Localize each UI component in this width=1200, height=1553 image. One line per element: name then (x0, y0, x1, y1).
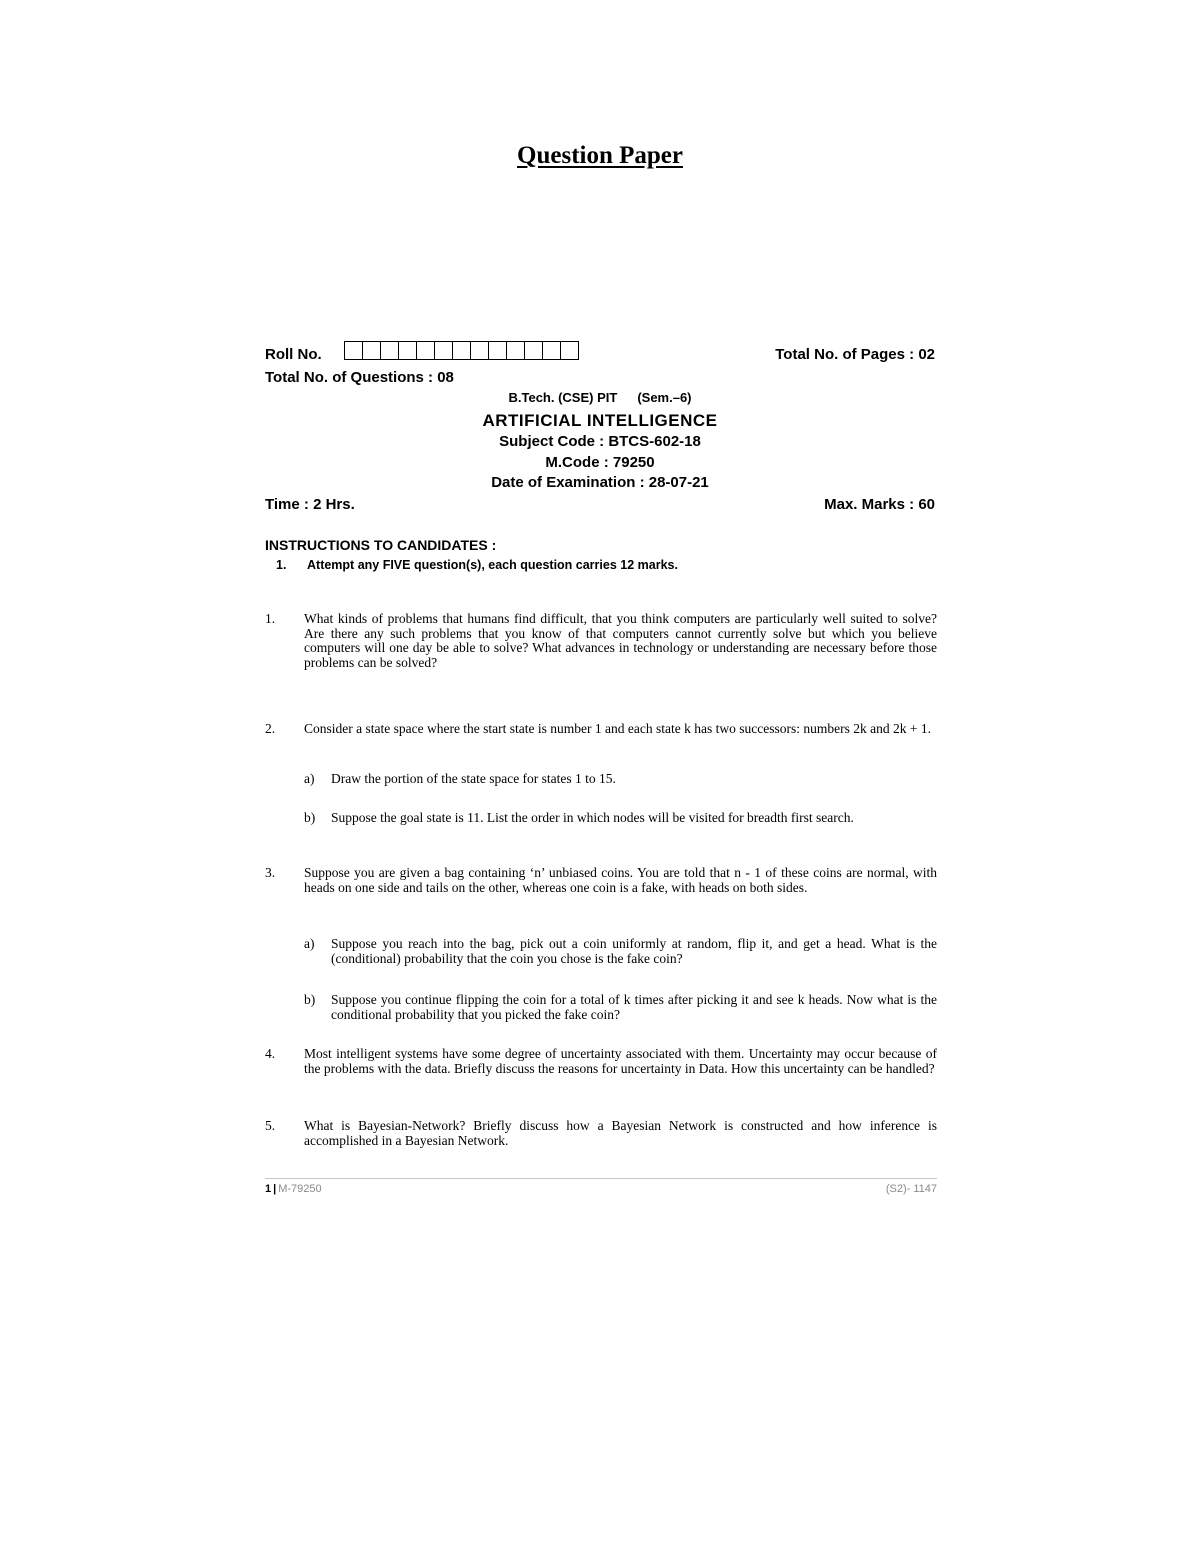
question-2-part-b (304, 811, 937, 826)
part-text: Draw the portion of the state space for states 1 to 15. (331, 771, 616, 786)
roll-number-box (362, 341, 381, 360)
part-label: a) (304, 936, 315, 951)
question-text: Consider a state space where the start state is number 1 and each state k has two successors: numbers 2k and 2k + 1. (304, 721, 931, 736)
part-text: Suppose you reach into the bag, pick out a coin uniformly at random, flip it, and get a head. What is the (conditional) probability that the coin you chose is the fake coin? (331, 936, 937, 966)
semester: (Sem.–6) (637, 390, 692, 405)
question-3-part-b (304, 993, 937, 1022)
question-number: 1. (265, 611, 276, 626)
instruction-number: 1. (276, 558, 287, 572)
question-1 (265, 612, 937, 670)
document-title: Question Paper (517, 142, 683, 169)
paper-code: M-79250 (278, 1183, 322, 1195)
roll-number-box (470, 341, 489, 360)
question-number: 4. (265, 1046, 276, 1061)
question-number: 3. (265, 865, 276, 880)
page-number: 1 (265, 1183, 272, 1195)
roll-number-box (506, 341, 525, 360)
total-questions: Total No. of Questions : 08 (265, 369, 454, 386)
question-text: Suppose you are given a bag containing ‘n’ unbiased coins. You are told that n - 1 of these coins are normal, with heads on one side and tails on the other, whereas one coin is a fake, with heads on both sides. (304, 865, 937, 895)
part-label: a) (304, 771, 315, 786)
roll-number-box (416, 341, 435, 360)
footer-page-info (265, 1183, 322, 1195)
course-line (0, 390, 1200, 405)
roll-number-box (524, 341, 543, 360)
roll-number-box (434, 341, 453, 360)
course-name: B.Tech. (CSE) PIT (508, 390, 618, 405)
question-text: What is Bayesian-Network? Briefly discuss how a Bayesian Network is constructed and how inference is accomplished in a Bayesian Network. (304, 1118, 937, 1148)
roll-number-box (560, 341, 579, 360)
exam-time: Time : 2 Hrs. (265, 496, 355, 513)
total-pages: Total No. of Pages : 02 (775, 346, 935, 363)
part-text: Suppose the goal state is 11. List the order in which nodes will be visited for breadth first search. (331, 810, 854, 825)
footer-series-code: (S2)- 1147 (885, 1183, 937, 1195)
question-2 (265, 722, 937, 737)
roll-number-box (380, 341, 399, 360)
instructions-heading: INSTRUCTIONS TO CANDIDATES : (265, 537, 497, 553)
question-5 (265, 1119, 937, 1148)
roll-number-box (542, 341, 561, 360)
question-3-part-a (304, 937, 937, 966)
part-label: b) (304, 992, 316, 1007)
subject-code: Subject Code : BTCS-602-18 (499, 433, 701, 450)
question-text: Most intelligent systems have some degree of uncertainty associated with them. Uncertainty may occur because of the problems with the data. Briefly discuss the reasons for uncertainty in Data. How this uncertainty can be handled? (304, 1046, 937, 1076)
max-marks: Max. Marks : 60 (824, 496, 935, 513)
roll-number-boxes (344, 341, 578, 360)
part-text: Suppose you continue flipping the coin for a total of k times after picking it and see k heads. Now what is the conditional probability that you picked the fake coin? (331, 992, 937, 1022)
question-number: 2. (265, 721, 276, 736)
roll-number-box (398, 341, 417, 360)
question-text: What kinds of problems that humans find difficult, that you think computers are particularly well suited to solve? Are there any such problems that you know of that computers cannot currently solve but which you believe computers will one day be able to solve? What advances in technology or understanding are necessary before those problems can be solved? (304, 611, 937, 670)
roll-number-box (452, 341, 471, 360)
question-2-part-a (304, 772, 937, 787)
instruction-text: Attempt any FIVE question(s), each question carries 12 marks. (307, 558, 678, 572)
m-code: M.Code : 79250 (545, 454, 655, 471)
instruction-item (276, 558, 678, 572)
question-3 (265, 866, 937, 895)
roll-number-box (344, 341, 363, 360)
part-label: b) (304, 810, 316, 825)
footer-separator: | (273, 1183, 277, 1195)
question-4 (265, 1047, 937, 1076)
exam-date: Date of Examination : 28-07-21 (491, 474, 709, 491)
question-number: 5. (265, 1118, 276, 1133)
roll-number-box (488, 341, 507, 360)
footer-divider (265, 1178, 937, 1179)
subject-name: ARTIFICIAL INTELLIGENCE (482, 411, 718, 430)
roll-number-label: Roll No. (265, 346, 322, 363)
